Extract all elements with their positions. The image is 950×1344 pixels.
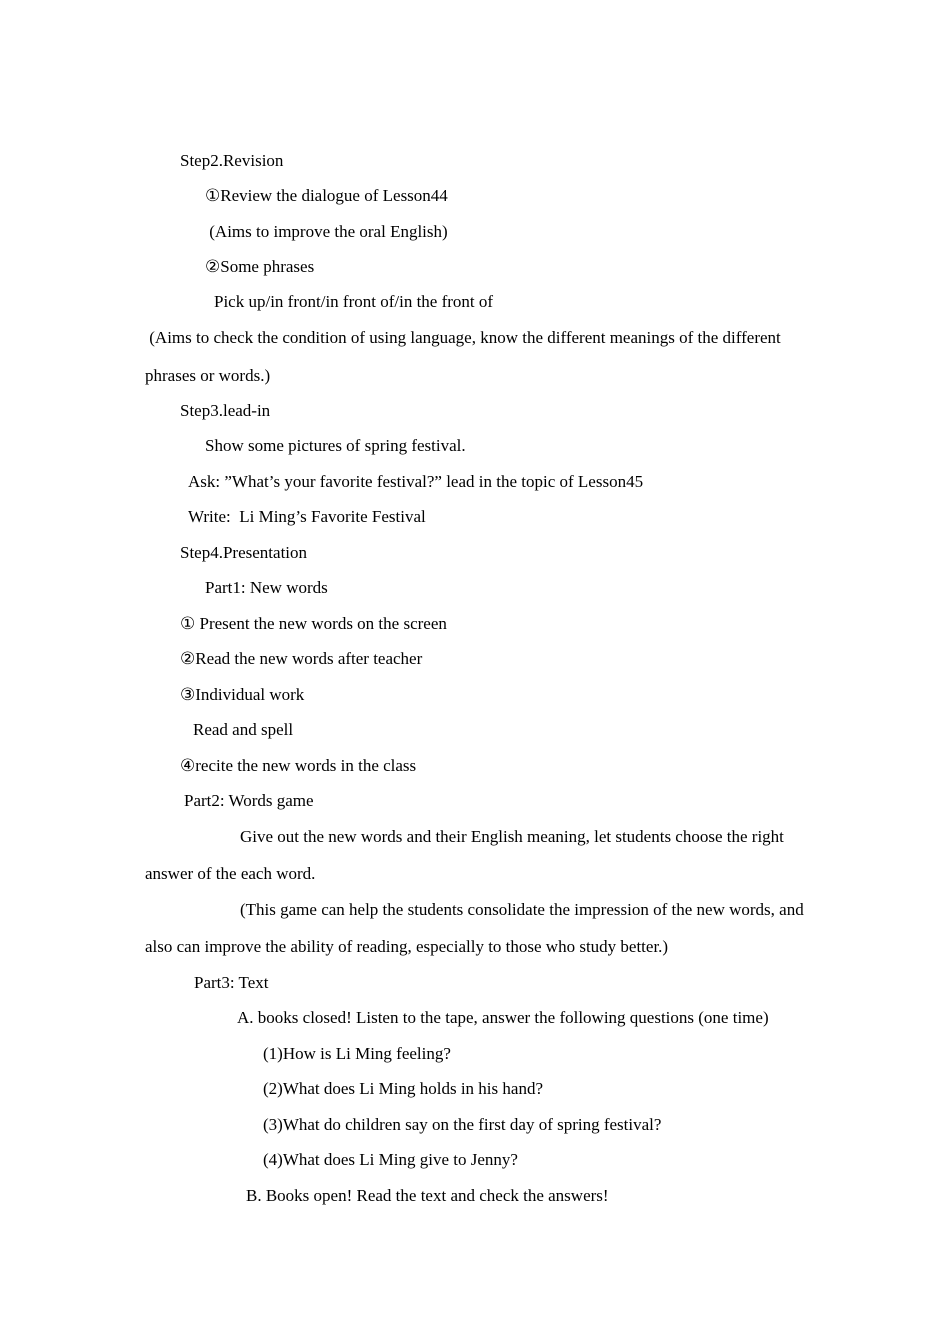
question-1: (1)How is Li Ming feeling? [263,1044,451,1063]
leadin-pictures: Show some pictures of spring festival. [205,436,466,455]
revision-item-2: ②Some phrases [205,257,315,276]
step3-heading: Step3.lead-in [180,401,271,420]
revision-aim-line-2: phrases or words.) [145,366,271,385]
revision-item-1: ①Review the dialogue of Lesson44 [205,186,448,205]
words-game-aim-line-1: (This game can help the students consolidate the impression of the new words, and [240,900,804,919]
newwords-item-3: ③Individual work [180,685,305,704]
question-4: (4)What does Li Ming give to Jenny? [263,1150,518,1169]
step4-heading: Step4.Presentation [180,543,308,562]
text-task-b: B. Books open! Read the text and check the answers! [246,1186,609,1205]
leadin-ask: Ask: ”What’s your favorite festival?” lead in the topic of Lesson45 [188,472,644,491]
newwords-item-4: ④recite the new words in the class [180,756,417,775]
leadin-write: Write: Li Ming’s Favorite Festival [188,507,426,526]
part1-heading: Part1: New words [205,578,328,597]
part3-heading: Part3: Text [194,973,269,992]
phrases-line: Pick up/in front/in front of/in the front of [214,292,494,311]
words-game-line-1: Give out the new words and their English meaning, let students choose the right [240,827,784,846]
newwords-read-spell: Read and spell [193,720,294,739]
step2-heading: Step2.Revision [180,151,284,170]
words-game-aim-line-2: also can improve the ability of reading, especially to those who study better.) [145,937,669,956]
words-game-line-2: answer of the each word. [145,864,316,883]
part2-heading: Part2: Words game [184,791,314,810]
newwords-item-2: ②Read the new words after teacher [180,649,423,668]
question-2: (2)What does Li Ming holds in his hand? [263,1079,543,1098]
revision-item-1-aim: (Aims to improve the oral English) [205,222,448,241]
revision-aim-line-1: (Aims to check the condition of using language, know the different meanings of the different [145,328,781,347]
newwords-item-1: ① Present the new words on the screen [180,614,447,633]
question-3: (3)What do children say on the first day of spring festival? [263,1115,662,1134]
text-task-a: A. books closed! Listen to the tape, answer the following questions (one time) [237,1008,769,1027]
